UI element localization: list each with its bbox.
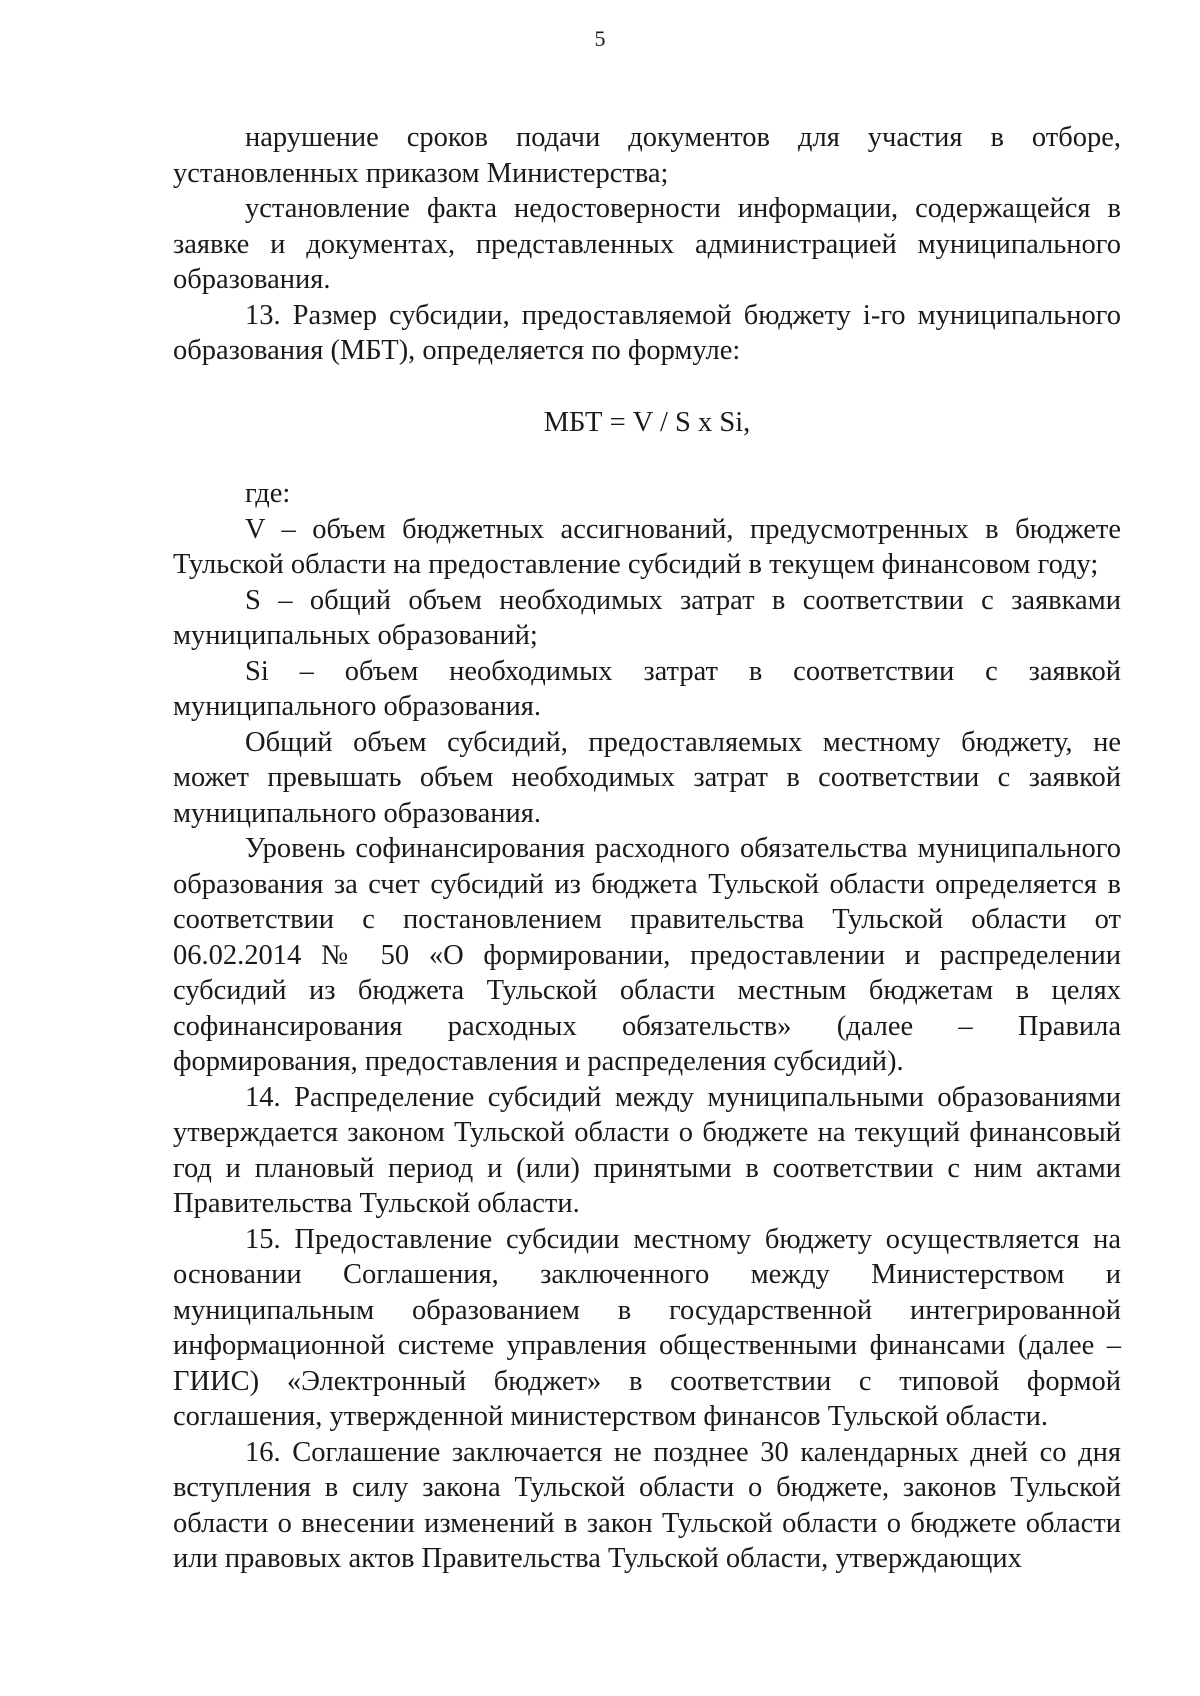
paragraph-cofinancing-level: Уровень софинансирования расходного обязательства муниципального образования за счет субсидий из бюджета Тульской области определяется в соответствии с постановлением правительства Тульской области от 06.02.2014 № 50 «О формировании, предоставлении и распределении субсидий из бюджета Тульской области местным бюджетам в целях софинансирования расходных обязательств» (далее – Правила формирования, предоставления и распределения субсидий). [173, 833, 1121, 1077]
document-body [173, 120, 1121, 1577]
paragraph-def-s: S – общий объем необходимых затрат в соответствии с заявками муниципальных образований; [173, 584, 1121, 651]
paragraph-violation-deadlines: нарушение сроков подачи документов для участия в отборе, установленных приказом Министерства; [173, 122, 1121, 189]
paragraph-total-limit: Общий объем субсидий, предоставляемых местному бюджету, не может превышать объем необходимых затрат в соответствии с заявкой муниципального образования. [173, 726, 1121, 829]
paragraph-16-agreement-deadline: 16. Соглашение заключается не позднее 30 календарных дней со дня вступления в силу закона Тульской области о бюджете, законов Тульской области о внесении изменений в закон Тульской области о бюджете области или правовых актов Правительства Тульской области, утверждающих [173, 1436, 1121, 1574]
paragraph-def-si: Si – объем необходимых затрат в соответствии с заявкой муниципального образования. [173, 655, 1121, 722]
subsidy-formula: МБТ = V / S x Si, [543, 406, 751, 438]
paragraph-15-agreement: 15. Предоставление субсидии местному бюджету осуществляется на основании Соглашения, заключенного между Министерством и муниципальным образованием в государственной интегрированной информационной системе управления общественными финансами (далее – ГИИС) «Электронный бюджет» в соответствии с типовой формой соглашения, утвержденной министерством финансов Тульской области. [173, 1223, 1121, 1432]
paragraph-14-distribution: 14. Распределение субсидий между муниципальными образованиями утверждается законом Тульской области о бюджете на текущий финансовый год и плановый период и (или) принятыми в соответствии с ним актами Правительства Тульской области. [173, 1081, 1121, 1219]
paragraph-def-v: V – объем бюджетных ассигнований, предусмотренных в бюджете Тульской области на предоставление субсидий в текущем финансовом году; [173, 513, 1121, 580]
page-number: 5 [594, 26, 606, 51]
paragraph-where: где: [245, 478, 291, 509]
paragraph-13-subsidy-size: 13. Размер субсидии, предоставляемой бюджету i-го муниципального образования (МБТ), определяется по формуле: [173, 299, 1121, 366]
paragraph-unreliable-info: установление факта недостоверности информации, содержащейся в заявке и документах, представленных администрацией муниципального образования. [173, 193, 1121, 295]
